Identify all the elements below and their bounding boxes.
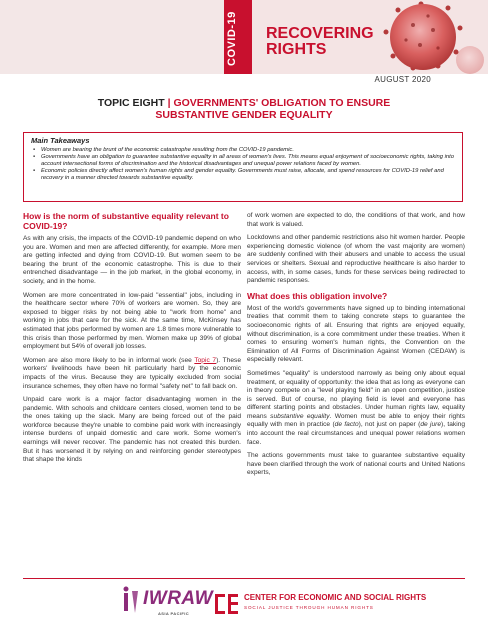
takeaways-heading: Main Takeaways (31, 136, 90, 145)
section-heading-obligation: What does this obligation involve? (247, 290, 388, 301)
list-item: ▪ Women are bearing the brunt of the economic catastrophe resulting from the COVID-19 pandemic. (31, 147, 455, 154)
paragraph: Lockdowns and other pandemic restrictions also hit women harder. People experiencing domestic violence (of whom the vast majority are women) are suddenly confined with their abusers and unable to access the usual services or shelters. Sexual and reproductive healthcare is also harder to access, with, in some cases, funds for these services being redirected to pandemic responses. (247, 234, 465, 285)
footer (0, 580, 488, 630)
paragraph: Unpaid care work is a major factor disadvantaging women in the pandemic. With schools and childcare centers closed, women tend to be the ones taking up the slack. Many are being forced out of the paid workforce because they're unable to combine paid work with increasingly intense burdens of unpaid domestic and care work. Some women's earnings will never recover. The pandemic has not created this burden. But it has worsened it by relying on and reinforcing gender stereotypes that shape the kinds (23, 396, 241, 464)
cesr-logo-icon (213, 592, 241, 616)
topic-number: TOPIC EIGHT (97, 97, 165, 109)
paragraph: of work women are expected to do, the conditions of that work, and how that work is valued. (247, 212, 465, 228)
topic-7-link[interactable]: Topic 7 (194, 356, 217, 364)
paragraph: The actions governments must take to guarantee substantive equality have been clarified through the work of national courts and United Nations experts, (247, 452, 465, 477)
list-item: ▪ Economic policies directly affect women's human rights and gender equality. Governments must raise, allocate, and spend resources for COVID-19 relief and recovery in a manner directed towards substantive equality. (31, 168, 455, 182)
iwraw-name: IWRAW (143, 588, 214, 609)
cesr-name: CENTER FOR ECONOMIC AND SOCIAL RIGHTS (244, 593, 427, 602)
list-item: ▪ Governments have an obligation to guarantee substantive equality in all areas of women's lives. This means equal enjoyment of socioeconomic rights, taking into account intersectional forms of discrimination and the historical disadvantages and unequal power relations faced by women. (31, 154, 455, 168)
left-column (23, 211, 241, 470)
main-takeaways-box (23, 132, 463, 202)
title-line-2: RIGHTS (266, 41, 327, 58)
publication-date: AUGUST 2020 (374, 75, 431, 84)
topic-heading (0, 97, 488, 109)
topic-title-line-2: SUBSTANTIVE GENDER EQUALITY (155, 109, 333, 121)
section-heading-relevance: How is the norm of substantive equality relevant to COVID-19? (23, 211, 229, 231)
right-column (247, 212, 465, 483)
paragraph: As with any crisis, the impacts of the COVID-19 pandemic depend on who you are. Women and men are affected differently, for example. More men are getting infected and dying from COVID-19. But women seem to be bearing the brunt of the economic catastrophe. This is due to their entrenched disadvantage — in the job market, in the global economy, in society, and in the home. (23, 235, 241, 285)
covid-tab (224, 0, 252, 74)
iwraw-subtitle: ASIA PACIFIC (158, 611, 190, 616)
paragraph: Women are more concentrated in low-paid "essential" jobs, including in the healthcare sector where 70% of workers are women. So, they are exposed to bigger risks by not being able to "work from home" and working in jobs that care for the sick. At the same time, McKinsey has estimated that jobs performed by women are 1.8 times more vulnerable to this crisis than those performed by men. Women make up 39% of global employment but 54% of overall job losses. (23, 291, 241, 351)
page-title (266, 26, 374, 58)
takeaways-list (31, 147, 455, 182)
paragraph: Women are also more likely to be in informal work (see Topic 7). These workers' livelihoods have been hit particularly hard by the economic impacts of the virus. Because they are typically excluded from social insurance schemes, they often have no formal "safety net" to fall back on. (23, 356, 241, 390)
footer-divider (23, 578, 465, 579)
title-line-1: RECOVERING (266, 25, 374, 42)
paragraph: Sometimes "equality" is understood narrowly as being only about equal treatment, or equality of opportunity: the idea that as long as everyone can in theory compete on a "level playing field" in an open competition, justice is served. But of course, no playing field is level and everyone has different starting points and obstacles. Under human rights law, equality means substantive equality. Women must be able to enjoy their rights equally with men in practice (de facto), not just on paper (de jure), taking into account the real circumstances and unequal power relations women face. (247, 369, 466, 446)
cesr-tagline: SOCIAL JUSTICE THROUGH HUMAN RIGHTS (244, 605, 374, 610)
paragraph: Most of the world's governments have signed up to binding international treaties that commit them to taking concrete steps to guarantee the socioeconomic rights of all. Ensuring that rights are enjoyed equally, without discrimination, is a core commitment under these treaties. When it comes to ensuring women's human rights, the Convention on the Elimination of All Forms of Discrimination Against Women (CEDAW) is especially relevant. (247, 304, 465, 364)
covid-tab-label: COVID-19 (226, 11, 238, 66)
header-banner (0, 0, 488, 74)
topic-title-line-1: GOVERNMENTS' OBLIGATION TO ENSURE (173, 97, 391, 109)
topic-separator: | (167, 97, 171, 109)
